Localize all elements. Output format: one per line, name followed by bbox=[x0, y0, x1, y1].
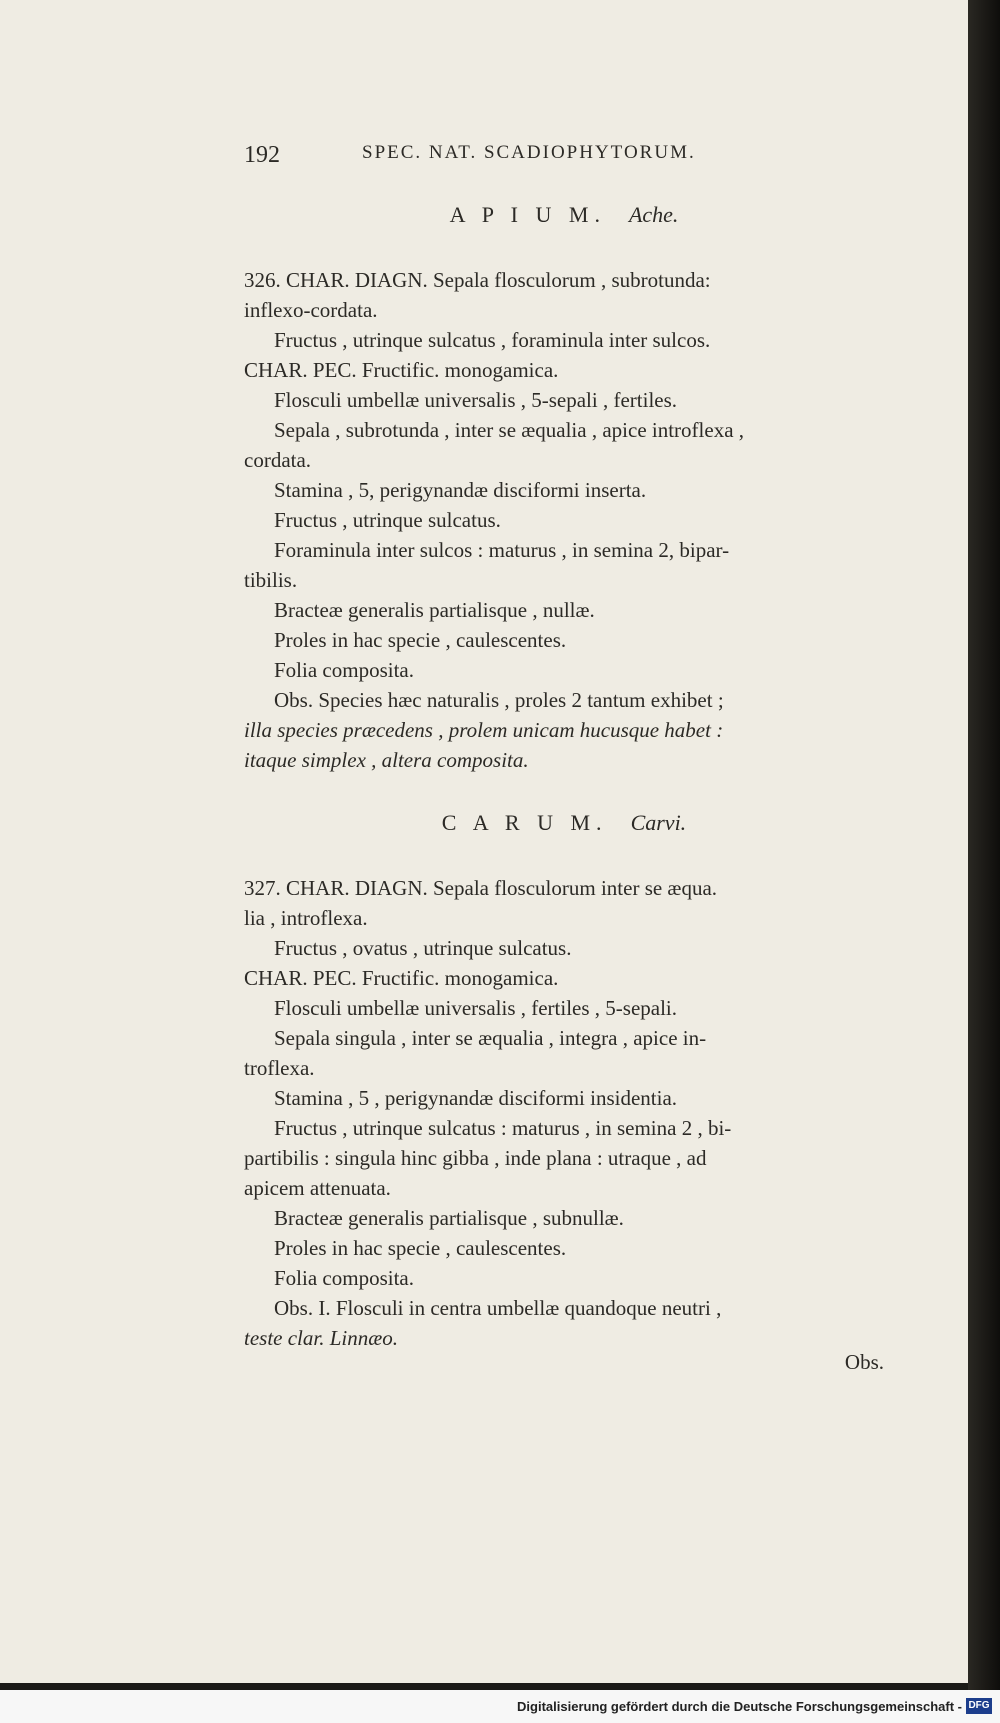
text-line: Bracteæ generalis partialisque , subnullæ. bbox=[274, 1206, 624, 1230]
text-line: 327. CHAR. DIAGN. Sepala flosculorum inter se æqua. bbox=[244, 876, 718, 900]
running-head bbox=[244, 142, 884, 169]
book-spine-edge bbox=[968, 0, 1000, 1690]
text-line: Obs. Species hæc naturalis , proles 2 tantum exhibet ; bbox=[274, 688, 724, 712]
text-line: tibilis. bbox=[244, 568, 298, 592]
text-line: Flosculi umbellæ universalis , 5-sepali , fertiles. bbox=[274, 388, 678, 412]
text-line: illa species præcedens , prolem unicam hucusque habet : bbox=[244, 718, 724, 742]
text-line: Fructus , utrinque sulcatus. bbox=[274, 508, 501, 532]
text-line: Proles in hac specie , caulescentes. bbox=[274, 628, 567, 652]
text-line: teste clar. Linnæo. bbox=[244, 1326, 399, 1350]
text-line: Fructus , utrinque sulcatus , foraminula inter sulcos. bbox=[274, 328, 711, 352]
text-line: Sepala singula , inter se æqualia , integra , apice in- bbox=[274, 1026, 707, 1050]
footer-credit: Digitalisierung gefördert durch die Deutsche Forschungsgemeinschaft - bbox=[517, 1699, 962, 1714]
running-title: SPEC. NAT. SCADIOPHYTORUM. bbox=[362, 142, 696, 163]
text-line: troflexa. bbox=[244, 1056, 315, 1080]
genus-heading-apium: A P I U M. Ache. bbox=[449, 202, 679, 227]
text-line: Fructus , utrinque sulcatus : maturus , in semina 2 , bi- bbox=[274, 1116, 732, 1140]
text-line: cordata. bbox=[244, 448, 312, 472]
text-line: apicem attenuata. bbox=[244, 1176, 391, 1200]
genus-heading-carum: C A R U M. Carvi. bbox=[441, 810, 687, 835]
page-number: 192 bbox=[244, 142, 280, 168]
dfg-logo-icon: DFG bbox=[966, 1698, 992, 1714]
text-line: itaque simplex , altera composita. bbox=[244, 748, 529, 772]
text-line: Stamina , 5, perigynandæ disciformi inserta. bbox=[274, 478, 647, 502]
text-line: 326. CHAR. DIAGN. Sepala flosculorum , subrotunda: bbox=[244, 268, 711, 292]
text-line: Flosculi umbellæ universalis , fertiles , 5-sepali. bbox=[274, 996, 678, 1020]
text-line: CHAR. PEC. Fructific. monogamica. bbox=[244, 358, 559, 382]
text-line: inflexo-cordata. bbox=[244, 298, 378, 322]
text-line: partibilis : singula hinc gibba , inde plana : utraque , ad bbox=[244, 1146, 707, 1170]
text-line: Bracteæ generalis partialisque , nullæ. bbox=[274, 598, 595, 622]
text-line: Sepala , subrotunda , inter se æqualia , apice introflexa , bbox=[274, 418, 745, 442]
text-line: Folia composita. bbox=[274, 1266, 414, 1290]
text-line: Folia composita. bbox=[274, 658, 414, 682]
footer-bar bbox=[0, 1690, 1000, 1723]
text-line: Proles in hac specie , caulescentes. bbox=[274, 1236, 567, 1260]
text-line: Obs. I. Flosculi in centra umbellæ quandoque neutri , bbox=[274, 1296, 722, 1320]
text-line: lia , introflexa. bbox=[244, 906, 368, 930]
text-line: Stamina , 5 , perigynandæ disciformi insidentia. bbox=[274, 1086, 678, 1110]
text-line: Fructus , ovatus , utrinque sulcatus. bbox=[274, 936, 572, 960]
text-line: CHAR. PEC. Fructific. monogamica. bbox=[244, 966, 559, 990]
catchword: Obs. bbox=[844, 1350, 884, 1374]
text-line: Foraminula inter sulcos : maturus , in semina 2, bipar- bbox=[274, 538, 730, 562]
